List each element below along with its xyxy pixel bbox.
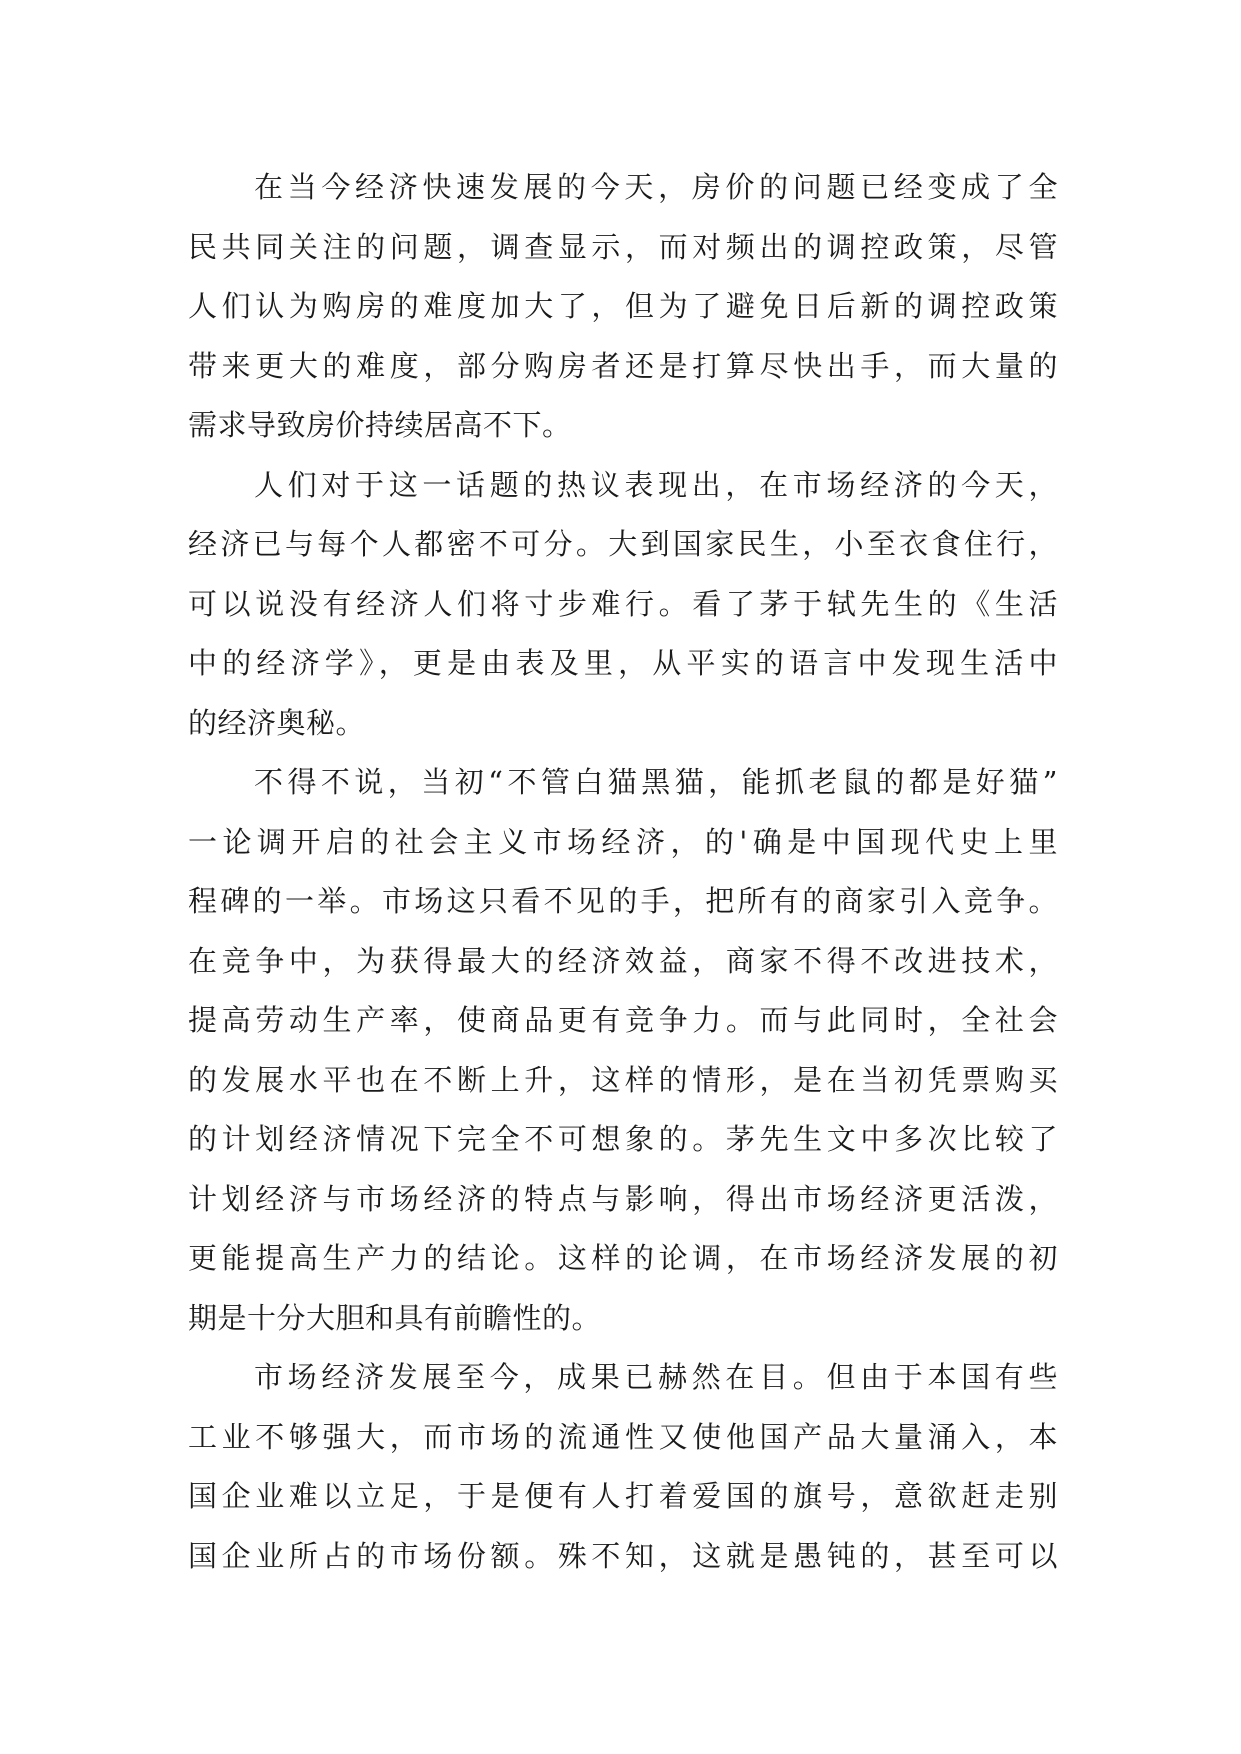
- document-body: [188, 158, 1058, 1586]
- paragraph-line: 的计划经济情况下完全不可想象的。茅先生文中多次比较了: [188, 1122, 1058, 1156]
- paragraph-line: 计划经济与市场经济的特点与影响，得出市场经济更活泼，: [188, 1181, 1058, 1216]
- paragraph-line: 民共同关注的问题，调查显示，而对频出的调控政策，尽管: [188, 229, 1058, 264]
- paragraph-line: 的发展水平也在不断上升，这样的情形，是在当初凭票购买: [188, 1062, 1058, 1097]
- paragraph-line: 的经济奥秘。: [188, 705, 366, 740]
- paragraph-line: 人们对于这一话题的热议表现出，在市场经济的今天，: [254, 467, 1058, 502]
- paragraph-line: 带来更大的难度，部分购房者还是打算尽快出手，而大量的: [188, 348, 1058, 383]
- paragraph-1: [188, 158, 1058, 456]
- paragraph-line: 更能提高生产力的结论。这样的论调，在市场经济发展的初: [188, 1241, 1058, 1275]
- paragraph-line: 一论调开启的社会主义市场经济，的'确是中国现代史上里: [188, 824, 1058, 859]
- paragraph-line: 提高劳动生产率，使商品更有竞争力。而与此同时，全社会: [188, 1003, 1058, 1037]
- paragraph-line: 可以说没有经济人们将寸步难行。看了茅于轼先生的《生活: [188, 586, 1058, 621]
- paragraph-line: 程碑的一举。市场这只看不见的手，把所有的商家引入竞争。: [188, 884, 1058, 918]
- paragraph-line: 不得不说，当初“不管白猫黑猫，能抓老鼠的都是好猫”: [254, 765, 1058, 799]
- paragraph-line: 国企业所占的市场份额。殊不知，这就是愚钝的，甚至可以: [188, 1538, 1058, 1573]
- paragraph-line: 经济已与每个人都密不可分。大到国家民生，小至衣食住行，: [188, 527, 1058, 561]
- paragraph-line: 国企业难以立足，于是便有人打着爱国的旗号，意欲赶走别: [188, 1479, 1058, 1513]
- paragraph-4: [188, 1348, 1058, 1586]
- paragraph-line: 市场经济发展至今，成果已赫然在目。但由于本国有些: [254, 1360, 1058, 1394]
- paragraph-line: 期是十分大胆和具有前瞻性的。: [188, 1300, 602, 1335]
- paragraph-3: [188, 753, 1058, 1348]
- paragraph-line: 中的经济学》，更是由表及里，从平实的语言中发现生活中: [188, 646, 1058, 680]
- paragraph-line: 在当今经济快速发展的今天，房价的问题已经变成了全: [254, 170, 1058, 204]
- paragraph-line: 人们认为购房的难度加大了，但为了避免日后新的调控政策: [188, 289, 1058, 323]
- paragraph-2: [188, 456, 1058, 754]
- paragraph-line: 工业不够强大，而市场的流通性又使他国产品大量涌入，本: [188, 1419, 1058, 1454]
- paragraph-line: 需求导致房价持续居高不下。: [188, 408, 572, 442]
- paragraph-line: 在竞争中，为获得最大的经济效益，商家不得不改进技术，: [188, 943, 1058, 978]
